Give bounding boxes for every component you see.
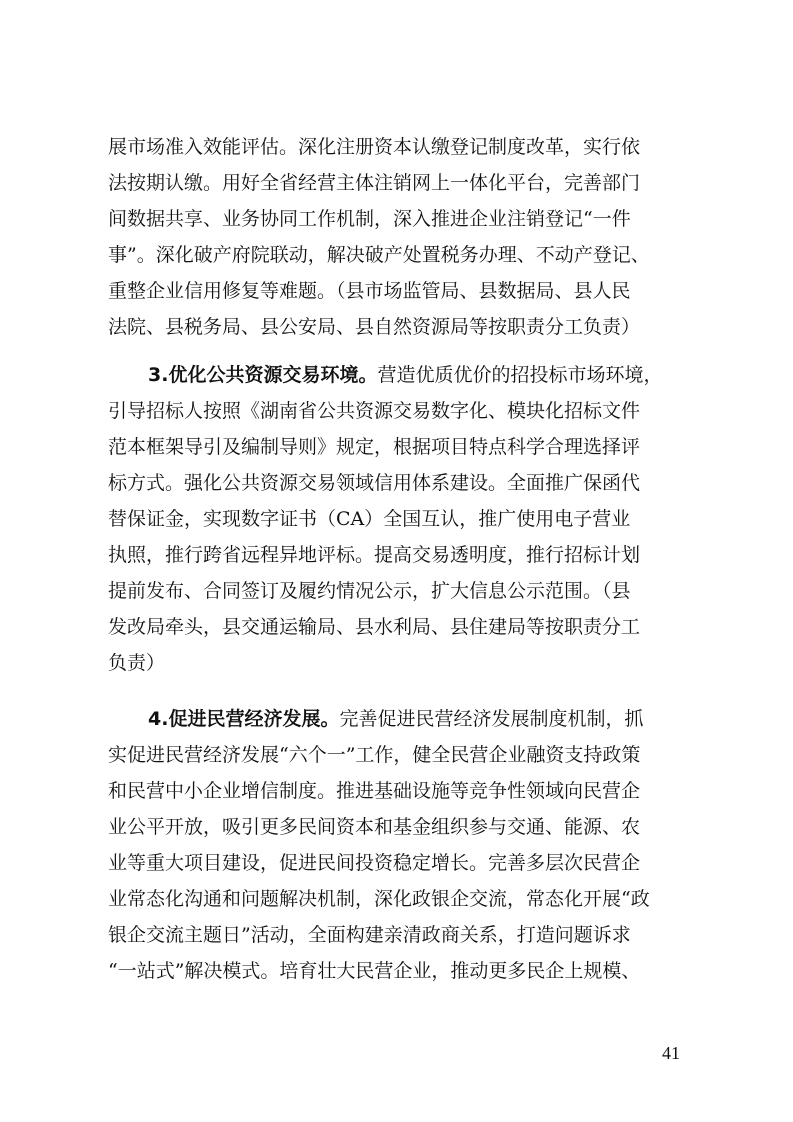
section-3-first-line — [148, 358, 662, 392]
text-line: 替保证金，实现数字证书（CA）全国互认，推广使用电子营业 — [108, 508, 631, 530]
text-line: 银企交流主题日”活动，全面构建亲清政商关系，打造问题诉求 — [108, 924, 631, 946]
text-line: 事”。深化破产府院联动，解决破产处置税务办理、不动产登记、 — [108, 244, 650, 266]
page-number: 41 — [662, 1043, 680, 1063]
text-line: 业等重大项目建设，促进民间投资稳定增长。完善多层次民营企 — [108, 852, 641, 874]
text-line: 和民营中小企业增信制度。推进基础设施等竞争性领域向民营企 — [108, 780, 641, 802]
text-line: 引导招标人按照《湖南省公共资源交易数字化、模块化招标文件 — [108, 400, 641, 422]
text-line: 标方式。强化公共资源交易领域信用体系建设。全面推广保函代 — [108, 472, 641, 494]
section-4-first-line — [148, 702, 643, 736]
text-line: 业公平开放，吸引更多民间资本和基金组织参与交通、能源、农 — [108, 816, 641, 838]
text-line: 间数据共享、业务协同工作机制，深入推进企业注销登记“一件 — [108, 208, 631, 230]
text-line: 发改局牵头，县交通运输局、县水利局、县住建局等按职责分工 — [108, 616, 641, 638]
text-run: 完善促进民营经济发展制度机制，抓 — [339, 708, 644, 730]
text-line: 重整企业信用修复等难题。（县市场监管局、县数据局、县人民 — [108, 280, 631, 302]
text-line: 提前发布、合同签订及履约情况公示，扩大信息公示范围。（县 — [108, 580, 631, 602]
text-line: 范本框架导引及编制导则》规定，根据项目特点科学合理选择评 — [108, 436, 641, 458]
text-line: 展市场准入效能评估。深化注册资本认缴登记制度改革，实行依 — [108, 136, 641, 158]
text-run: 营造优质优价的招投标市场环境， — [377, 364, 663, 386]
text-line: 负责） — [108, 652, 166, 674]
text-line: “一站式”解决模式。培育壮大民营企业，推动更多民企上规模、 — [108, 960, 641, 982]
section-3-heading: 3.优化公共资源交易环境。 — [148, 364, 378, 386]
text-line: 实促进民营经济发展“六个一”工作，健全民营企业融资支持政策 — [108, 744, 641, 766]
section-4-heading: 4.促进民营经济发展。 — [148, 708, 340, 730]
text-line: 法院、县税务局、县公安局、县自然资源局等按职责分工负责） — [108, 316, 641, 338]
text-line: 执照，推行跨省远程异地评标。提高交易透明度，推行招标计划 — [108, 544, 641, 566]
text-line: 法按期认缴。用好全省经营主体注销网上一体化平台，完善部门 — [108, 172, 641, 194]
text-line: 业常态化沟通和问题解决机制，深化政银企交流，常态化开展“政 — [108, 888, 650, 910]
